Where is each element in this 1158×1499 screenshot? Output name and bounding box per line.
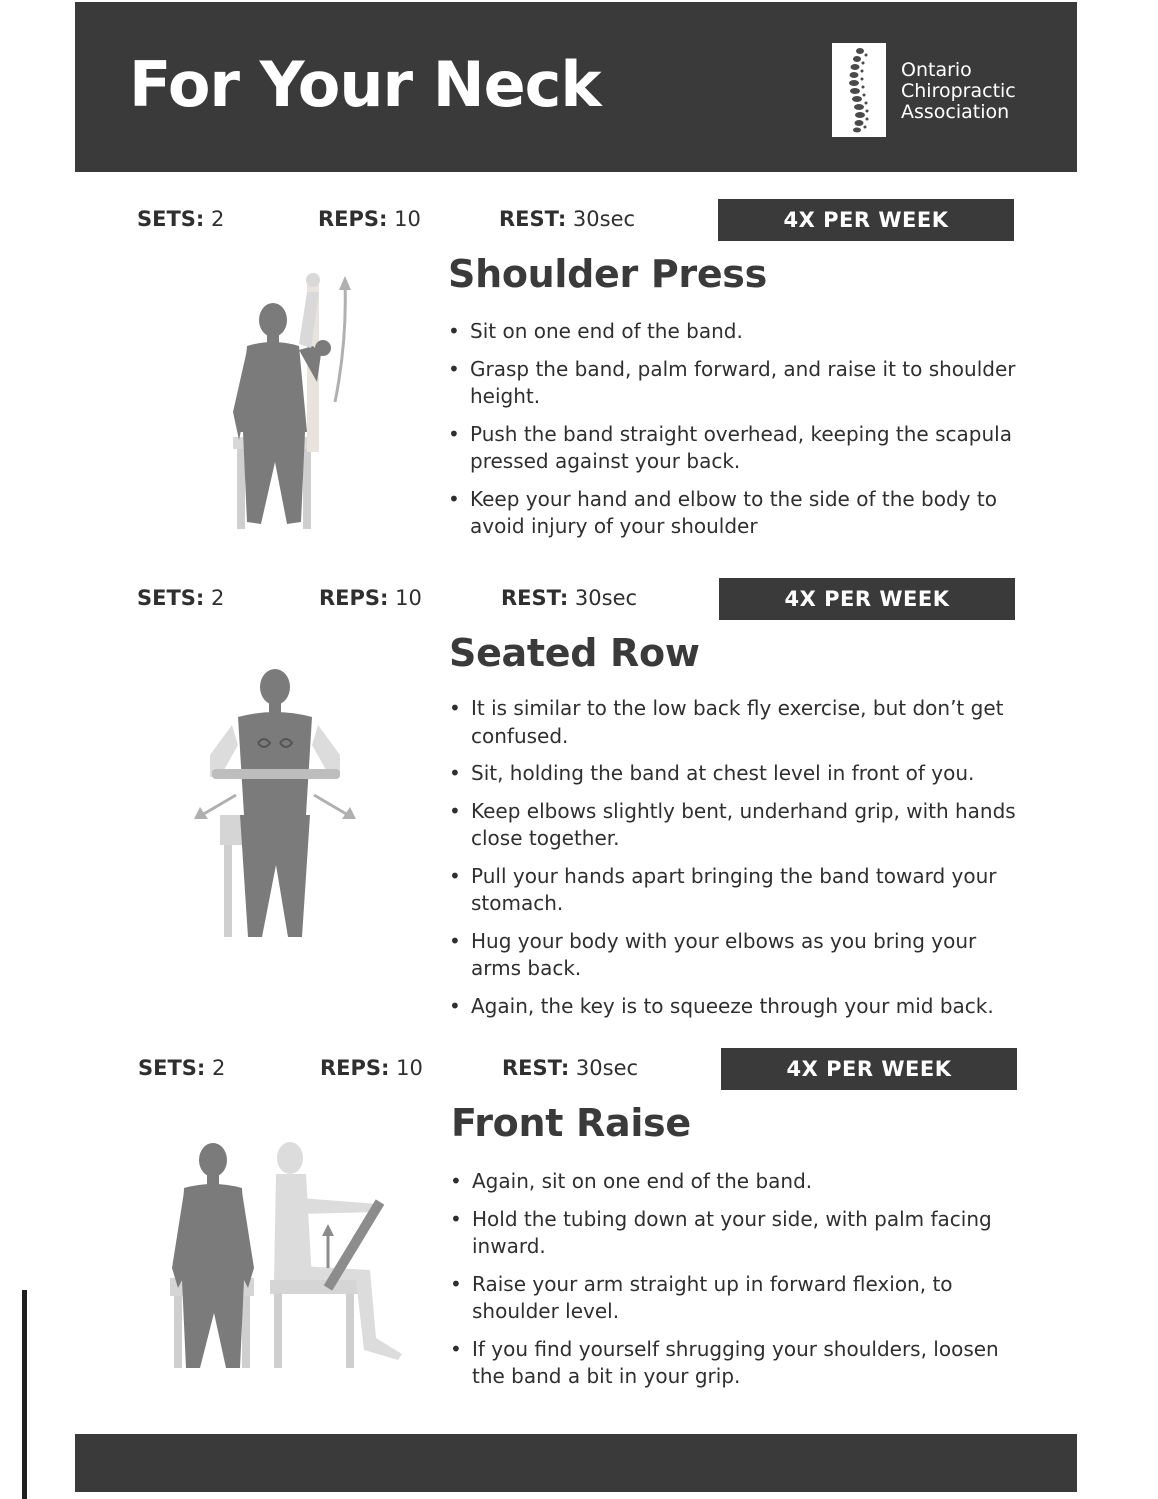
sets-label: SETS:: [137, 586, 205, 610]
sets-value: 2: [211, 586, 225, 610]
exercise-steps: [446, 318, 1016, 551]
reps-value: 10: [396, 1056, 423, 1080]
rest-info: [499, 207, 635, 231]
reps-label: REPS:: [320, 1056, 390, 1080]
rest-label: REST:: [501, 586, 569, 610]
reps-value: 10: [395, 586, 422, 610]
rest-value: 30sec: [575, 1056, 639, 1080]
step-item: • Keep elbows slightly bent, underhand grip, with hands close together.: [447, 798, 1017, 853]
reps-info: [318, 207, 421, 231]
rest-label: REST:: [499, 207, 567, 231]
step-item: • Again, sit on one end of the band.: [448, 1168, 1018, 1196]
step-item: • Push the band straight overhead, keeping the scapula pressed against your back.: [446, 421, 1016, 476]
step-item: • If you find yourself shrugging your shoulders, loosen the band a bit in your grip.: [448, 1336, 1018, 1391]
rest-info: [502, 1056, 638, 1080]
org-name-line: Association: [901, 101, 1010, 123]
rest-label: REST:: [502, 1056, 570, 1080]
page-footer-bar: [75, 1434, 1077, 1492]
step-item: • Keep your hand and elbow to the side of the body to avoid injury of your shoulder: [446, 486, 1016, 541]
org-name-line: Chiropractic: [901, 80, 1016, 102]
frequency-badge: 4X PER WEEK: [719, 578, 1015, 620]
exercise-title: Seated Row: [449, 631, 700, 675]
rest-value: 30sec: [574, 586, 638, 610]
step-item: • Pull your hands apart bringing the band toward your stomach.: [447, 863, 1017, 918]
rest-value: 30sec: [572, 207, 636, 231]
step-item: • Hug your body with your elbows as you bring your arms back.: [447, 928, 1017, 983]
org-name-line: Ontario: [901, 59, 972, 81]
rest-info: [501, 586, 637, 610]
sets-info: [137, 586, 224, 610]
seated-shoulder-press-illustration: [195, 262, 375, 536]
step-item: • It is similar to the low back fly exercise, but don’t get confused.: [447, 695, 1017, 750]
spine-icon: [832, 43, 886, 137]
seated-front-raise-illustration: [150, 1138, 415, 1374]
step-item: • Again, the key is to squeeze through your mid back.: [447, 993, 1017, 1021]
sets-info: [138, 1056, 225, 1080]
org-name: [901, 60, 1016, 123]
step-item: • Sit on one end of the band.: [446, 318, 1016, 346]
sets-value: 2: [212, 1056, 226, 1080]
step-item: • Grasp the band, palm forward, and raise it to shoulder height.: [446, 356, 1016, 411]
step-item: • Sit, holding the band at chest level in front of you.: [447, 760, 1017, 788]
sets-label: SETS:: [138, 1056, 206, 1080]
reps-label: REPS:: [319, 586, 389, 610]
page-title: For Your Neck: [129, 48, 601, 121]
reps-value: 10: [394, 207, 421, 231]
reps-info: [319, 586, 422, 610]
exercise-title: Shoulder Press: [448, 252, 767, 296]
sets-label: SETS:: [137, 207, 205, 231]
frequency-badge: 4X PER WEEK: [718, 199, 1014, 241]
exercise-steps: [448, 1168, 1018, 1401]
sets-info: [137, 207, 224, 231]
exercise-title: Front Raise: [451, 1101, 691, 1145]
reps-label: REPS:: [318, 207, 388, 231]
seated-row-illustration: [180, 665, 380, 949]
exercise-meta: [0, 578, 1158, 622]
step-item: • Hold the tubing down at your side, with palm facing inward.: [448, 1206, 1018, 1261]
exercise-meta: [0, 199, 1158, 243]
step-item: • Raise your arm straight up in forward flexion, to shoulder level.: [448, 1271, 1018, 1326]
exercise-meta: [0, 1048, 1158, 1092]
scan-edge-rule: [22, 1290, 27, 1499]
page-header: [75, 2, 1077, 172]
sets-value: 2: [211, 207, 225, 231]
exercise-steps: [447, 695, 1017, 1030]
frequency-badge: 4X PER WEEK: [721, 1048, 1017, 1090]
reps-info: [320, 1056, 423, 1080]
